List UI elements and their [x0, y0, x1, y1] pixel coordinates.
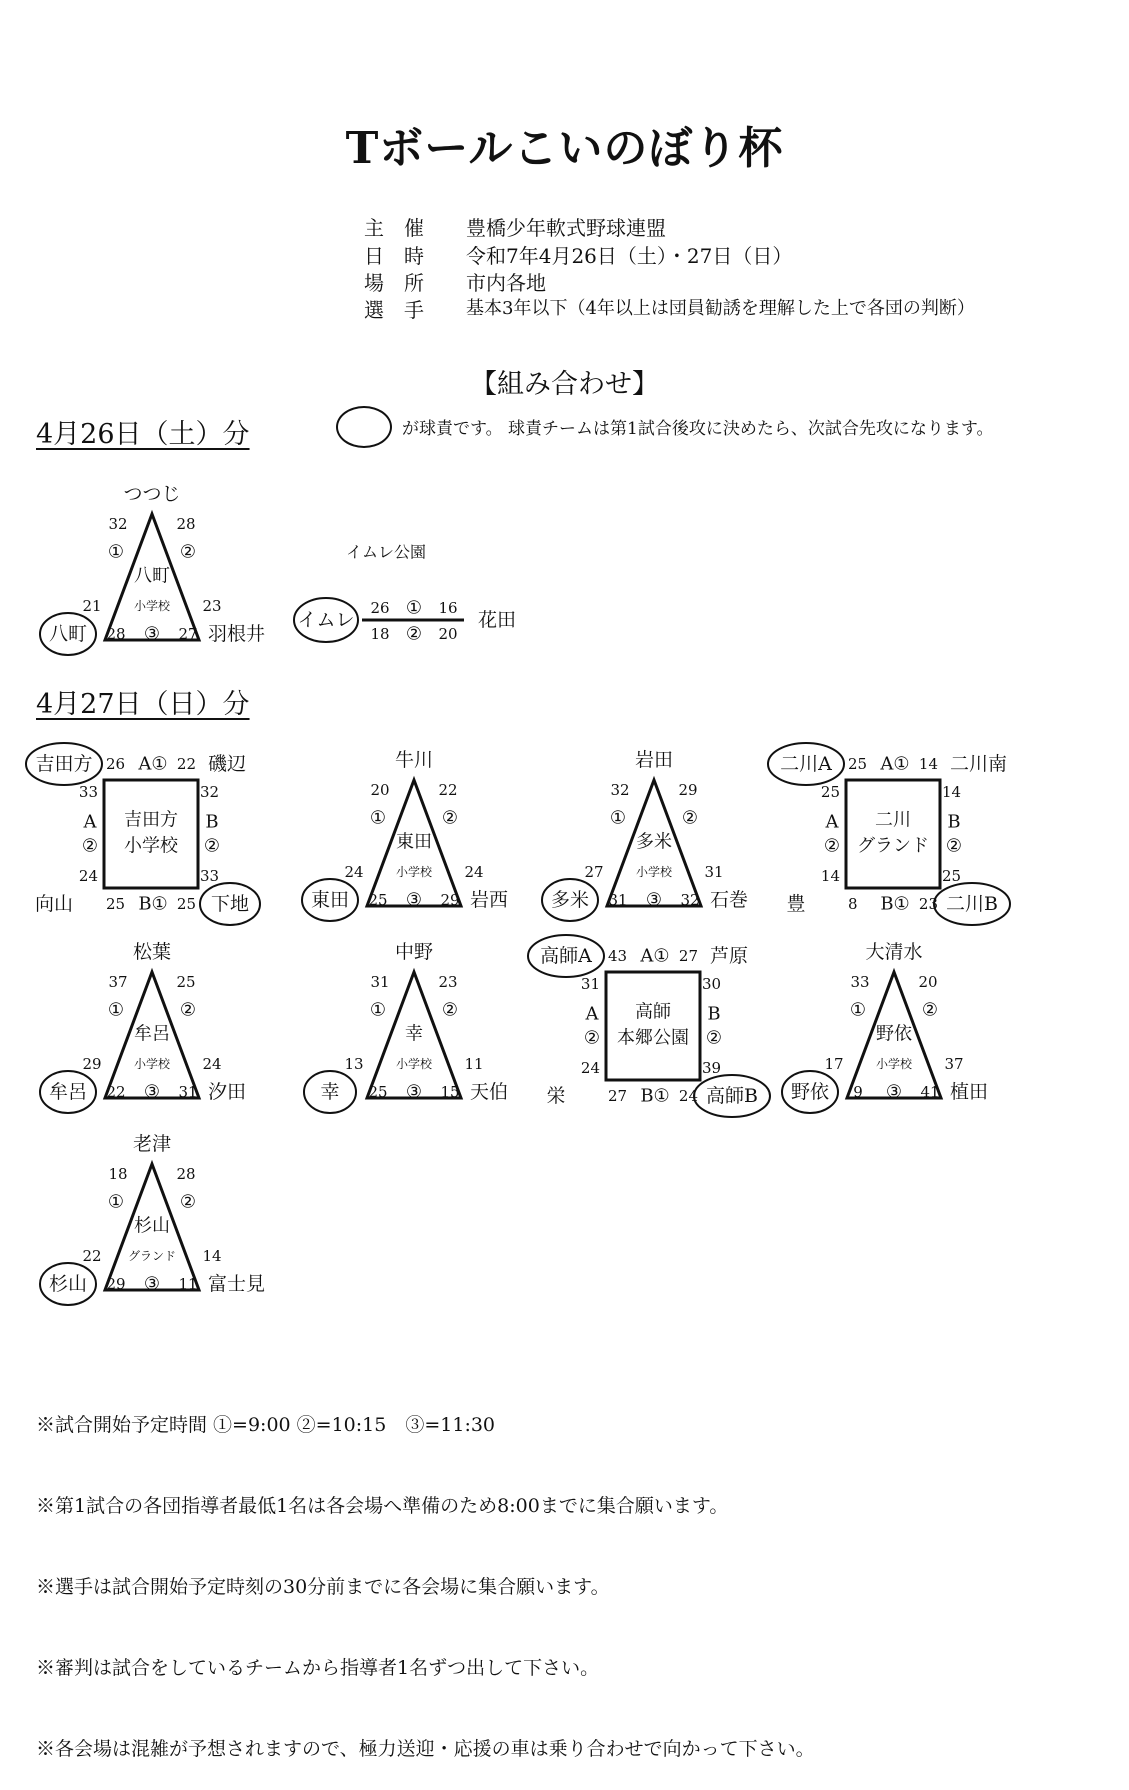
- game-number: ③: [143, 623, 161, 645]
- game-number: ①: [849, 999, 867, 1021]
- score-label: 26: [370, 599, 390, 617]
- day1-heading: 4月26日（土）分: [36, 419, 250, 450]
- score-label: 25: [848, 755, 868, 773]
- score-label: 25: [368, 1083, 388, 1101]
- day2-heading: 4月27日（日）分: [36, 689, 250, 720]
- team-left: 多米: [550, 889, 590, 911]
- page-title: Tボールこいのぼり杯: [345, 123, 784, 174]
- game-number: B①: [138, 893, 168, 915]
- game-number: B①: [880, 893, 910, 915]
- venue-name: 幸: [405, 1023, 423, 1045]
- venue-type: グランド: [127, 1249, 177, 1263]
- score-label: 14: [202, 1247, 222, 1265]
- score-label: 23: [438, 973, 458, 991]
- team-bottom-right: 高師B: [706, 1085, 758, 1107]
- team-top: 岩田: [634, 749, 674, 771]
- pool-label: B: [947, 811, 961, 833]
- venue-type: 小学校: [395, 1057, 433, 1071]
- info-value-place: 市内各地: [466, 271, 546, 295]
- score-label: 30: [702, 975, 722, 993]
- score-label: 43: [608, 947, 628, 965]
- score-label: 9: [853, 1083, 863, 1101]
- score-label: 25: [176, 973, 196, 991]
- score-label: 33: [78, 783, 98, 801]
- game-number: ②: [203, 835, 221, 857]
- score-label: 27: [608, 1087, 628, 1105]
- pool-label: B: [707, 1003, 721, 1025]
- info-value-players: 基本3年以下（4年以上は団員勧誘を理解した上で各団の判断）: [466, 298, 975, 319]
- score-label: 11: [178, 1275, 198, 1293]
- game-number: ②: [823, 835, 841, 857]
- team-top-right: 二川南: [950, 753, 1008, 775]
- note-line: ※第1試合の各団指導者最低1名は各会場へ準備のため8:00までに集合願います。: [36, 1495, 729, 1517]
- game-number: ③: [645, 889, 663, 911]
- score-label: 24: [464, 863, 484, 881]
- team-top-left: 二川A: [780, 753, 832, 775]
- score-label: 28: [176, 515, 196, 533]
- score-label: 22: [82, 1247, 102, 1265]
- score-label: 28: [106, 625, 126, 643]
- game-number: A①: [640, 945, 670, 967]
- game-number: ①: [369, 807, 387, 829]
- game-number: ①: [369, 999, 387, 1021]
- game-number: A①: [138, 753, 168, 775]
- team-top-right: 磯辺: [208, 753, 247, 775]
- score-label: 14: [918, 755, 938, 773]
- score-label: 31: [178, 1083, 198, 1101]
- info-label-date: 日 時: [364, 244, 424, 268]
- venue-name: 八町: [134, 565, 170, 587]
- venue-type: グランド: [857, 835, 929, 857]
- game-number: ②: [583, 1027, 601, 1049]
- team-right: 汐田: [208, 1081, 247, 1103]
- team-top: 中野: [394, 941, 434, 963]
- team-right: 石巻: [710, 889, 749, 911]
- team-bottom-left: 豊: [786, 893, 806, 915]
- score-label: 20: [918, 973, 938, 991]
- team-left: 牟呂: [48, 1081, 88, 1103]
- score-label: 27: [584, 863, 604, 881]
- legend-text: が球責です。 球責チームは第1試合後攻に決めたら、次試合先攻になります。: [402, 419, 994, 439]
- score-label: 24: [78, 867, 98, 885]
- game-number: ③: [885, 1081, 903, 1103]
- game-number: ①: [107, 999, 125, 1021]
- score-label: 31: [370, 973, 390, 991]
- game-number: ①: [609, 807, 627, 829]
- venue-name: 牟呂: [134, 1023, 170, 1045]
- venue-name: 杉山: [134, 1215, 170, 1237]
- score-label: 29: [678, 781, 698, 799]
- team-top: 大清水: [865, 941, 923, 963]
- venue-type: 本郷公園: [617, 1027, 689, 1049]
- score-label: 8: [848, 895, 858, 913]
- score-label: 25: [368, 891, 388, 909]
- pool-label: A: [83, 811, 97, 833]
- venue-name: 野依: [876, 1023, 912, 1045]
- venue-name: 吉田方: [124, 809, 178, 831]
- venue-type: 小学校: [875, 1057, 913, 1071]
- game-number: ③: [143, 1081, 161, 1103]
- game-number: ②: [405, 623, 423, 645]
- team-left: 八町: [48, 623, 88, 645]
- venue-type: 小学校: [133, 599, 171, 613]
- game-number: ①: [107, 541, 125, 563]
- team-top-right: 芦原: [710, 945, 749, 967]
- score-label: 33: [200, 867, 220, 885]
- info-value-date: 令和7年4月26日（土）・27日（日）: [466, 244, 793, 268]
- score-label: 37: [108, 973, 128, 991]
- score-label: 22: [176, 755, 196, 773]
- score-label: 24: [202, 1055, 222, 1073]
- team-left: 東田: [310, 889, 350, 911]
- score-label: 20: [438, 625, 458, 643]
- venue-name: 東田: [396, 831, 432, 853]
- team-right: 植田: [950, 1081, 989, 1103]
- venue-name: 二川: [875, 809, 911, 831]
- score-label: 13: [344, 1055, 364, 1073]
- score-label: 21: [82, 597, 102, 615]
- score-label: 15: [440, 1083, 460, 1101]
- venue-name: 高師: [635, 1001, 671, 1023]
- game-number: ③: [405, 1081, 423, 1103]
- score-label: 28: [176, 1165, 196, 1183]
- score-label: 23: [202, 597, 222, 615]
- score-label: 17: [824, 1055, 844, 1073]
- score-label: 33: [850, 973, 870, 991]
- game-number: ②: [81, 835, 99, 857]
- team-top: つつじ: [123, 483, 181, 505]
- game-number: ②: [179, 541, 197, 563]
- pool-label: B: [205, 811, 219, 833]
- game-number: ②: [179, 1191, 197, 1213]
- score-label: 18: [370, 625, 390, 643]
- info-label-place: 場 所: [364, 271, 424, 295]
- game-number: A①: [880, 753, 910, 775]
- score-label: 16: [438, 599, 458, 617]
- score-label: 37: [944, 1055, 964, 1073]
- info-label-organizer: 主 催: [364, 216, 424, 240]
- team-right: 羽根井: [208, 623, 266, 645]
- square-bracket: [104, 780, 198, 888]
- score-label: 22: [106, 1083, 126, 1101]
- score-label: 25: [106, 895, 126, 913]
- bracket-heading: 【組み合わせ】: [470, 369, 659, 400]
- square-bracket: [606, 972, 700, 1080]
- game-number: ②: [179, 999, 197, 1021]
- score-label: 27: [678, 947, 698, 965]
- team-right: 花田: [478, 609, 517, 631]
- team-top: 老津: [132, 1133, 172, 1155]
- score-label: 25: [820, 783, 840, 801]
- score-label: 20: [370, 781, 390, 799]
- score-label: 24: [344, 863, 364, 881]
- venue-type: 小学校: [133, 1057, 171, 1071]
- team-top: 松葉: [132, 941, 172, 963]
- score-label: 29: [440, 891, 460, 909]
- pool-label: A: [585, 1003, 599, 1025]
- score-label: 39: [702, 1059, 722, 1077]
- score-label: 31: [608, 891, 628, 909]
- team-bottom-right: 二川B: [946, 893, 998, 915]
- game-number: ②: [681, 807, 699, 829]
- note-line: ※各会場は混雑が予想されますので、極力送迎・応援の車は乗り合わせで向かって下さい。: [36, 1738, 815, 1760]
- game-number: B①: [640, 1085, 670, 1107]
- team-left: 杉山: [48, 1273, 88, 1295]
- venue-type: 小学校: [635, 865, 673, 879]
- score-label: 41: [920, 1083, 940, 1101]
- game-number: ②: [945, 835, 963, 857]
- game-number: ②: [441, 999, 459, 1021]
- venue-type: 小学校: [124, 835, 178, 857]
- score-label: 26: [106, 755, 126, 773]
- score-label: 32: [200, 783, 220, 801]
- score-label: 27: [178, 625, 198, 643]
- game-number: ②: [705, 1027, 723, 1049]
- venue-name: 多米: [636, 831, 672, 853]
- score-label: 22: [438, 781, 458, 799]
- game-number: ②: [921, 999, 939, 1021]
- note-line: ※選手は試合開始予定時刻の30分前までに各会場に集合願います。: [36, 1576, 610, 1598]
- square-bracket: [846, 780, 940, 888]
- team-left: 幸: [320, 1081, 340, 1103]
- team-right: 天伯: [470, 1081, 509, 1103]
- pool-label: A: [825, 811, 839, 833]
- game-number: ③: [405, 889, 423, 911]
- team-bottom-left: 向山: [34, 893, 74, 915]
- score-label: 32: [680, 891, 700, 909]
- score-label: 25: [942, 867, 962, 885]
- team-right: 富士見: [208, 1273, 266, 1295]
- score-label: 29: [82, 1055, 102, 1073]
- score-label: 32: [610, 781, 630, 799]
- notes: [36, 1358, 815, 1790]
- team-top: 牛川: [394, 749, 434, 771]
- venue-name: イムレ公園: [345, 542, 427, 562]
- info-value-organizer: 豊橋少年軟式野球連盟: [466, 216, 666, 240]
- score-label: 23: [918, 895, 938, 913]
- score-label: 24: [678, 1087, 698, 1105]
- team-top-left: 高師A: [540, 945, 592, 967]
- info-label-players: 選 手: [364, 298, 424, 322]
- note-line: ※試合開始予定時間 ①=9:00 ②=10:15 ③=11:30: [36, 1414, 496, 1436]
- score-label: 11: [464, 1055, 484, 1073]
- team-left: イムレ: [297, 609, 355, 631]
- note-line: ※審判は試合をしているチームから指導者1名ずつ出して下さい。: [36, 1657, 600, 1679]
- score-label: 18: [108, 1165, 128, 1183]
- team-bottom-right: 下地: [210, 893, 250, 915]
- score-label: 14: [820, 867, 840, 885]
- game-number: ②: [441, 807, 459, 829]
- venue-type: 小学校: [395, 865, 433, 879]
- game-number: ③: [143, 1273, 161, 1295]
- score-label: 32: [108, 515, 128, 533]
- team-top-left: 吉田方: [35, 753, 93, 775]
- score-label: 31: [704, 863, 724, 881]
- score-label: 14: [942, 783, 962, 801]
- score-label: 24: [580, 1059, 600, 1077]
- game-number: ①: [405, 597, 423, 619]
- team-bottom-left: 栄: [546, 1085, 566, 1107]
- score-label: 25: [176, 895, 196, 913]
- team-left: 野依: [790, 1081, 830, 1103]
- game-number: ①: [107, 1191, 125, 1213]
- score-label: 29: [106, 1275, 126, 1293]
- team-right: 岩西: [470, 889, 509, 911]
- score-label: 31: [580, 975, 600, 993]
